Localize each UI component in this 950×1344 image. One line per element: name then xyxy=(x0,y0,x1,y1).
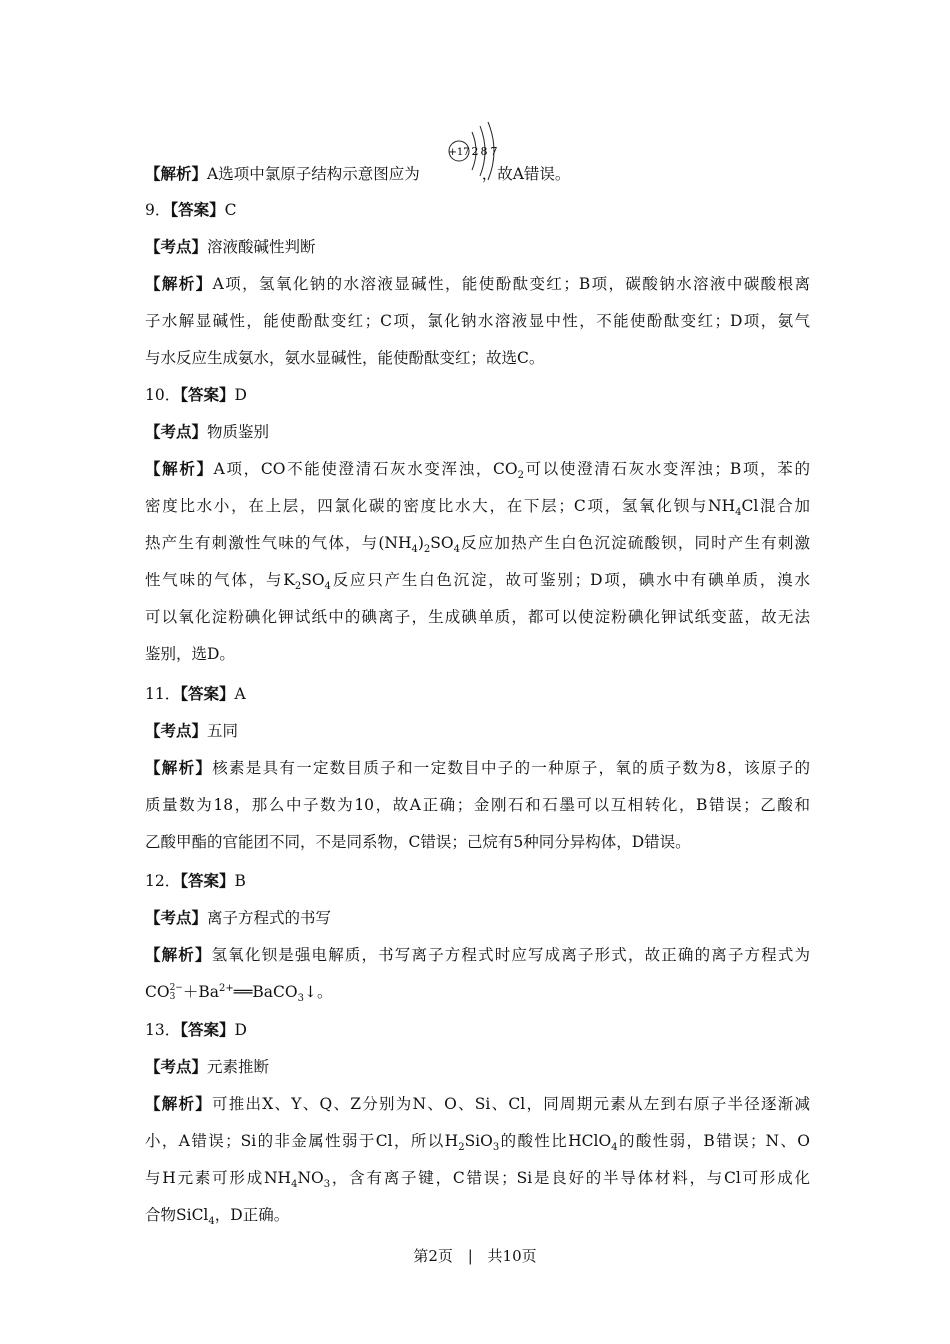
page-footer xyxy=(0,1245,950,1266)
q10-answer: 10．【答案】D xyxy=(145,385,247,404)
q10-explanation-line-4: 性气味的气体，与$K_2SO_4$反应只产生白色沉淀，故可鉴别；D项，碘水中有碘单质，溴水 xyxy=(145,571,810,593)
q13-topic: 【考点】元素推断 xyxy=(145,1057,270,1076)
q13-explanation-line-2: 小，A错误；Si的非金属性弱于Cl，所以$H_2SiO_3$的酸性比HClO$_4$的酸性弱，B错误；N、O xyxy=(145,1132,811,1154)
footer-separator: | xyxy=(467,1247,473,1265)
q9-explanation-line-3: 与水反应生成氨水，氨水显碱性，能使酚酞变红；故选C。 xyxy=(145,349,545,367)
q13-explanation-line-1: 【解析】可推出X、Y、Q、Z分别为N、O、Si、Cl，同周期元素从左到右原子半径逐渐减 xyxy=(145,1094,810,1113)
q8-explanation: 【解析】A选项中氯原子结构示意图应为 ，故A错误。 xyxy=(145,164,571,183)
q12-explanation-line-1: 【解析】氢氧化钡是强电解质，书写离子方程式时应写成离子形式，故正确的离子方程式为 xyxy=(145,945,810,964)
q9-answer: 9．【答案】C xyxy=(145,200,237,219)
q11-explanation-line-1: 【解析】核素是具有一定数目质子和一定数目中子的一种原子，氧的质子数为8，该原子的 xyxy=(145,758,810,777)
page-number: 第2页 xyxy=(413,1247,453,1265)
q10-explanation-line-5: 可以氧化淀粉碘化钾试纸中的碘离子，生成碘单质，都可以使淀粉碘化钾试纸变蓝，故无法 xyxy=(145,608,810,626)
page-total: 共10页 xyxy=(487,1247,537,1265)
q12-answer: 12．【答案】B xyxy=(145,871,246,890)
q9-explanation-line-1: 【解析】A项，氢氧化钠的水溶液显碱性，能使酚酞变红；B项，碳酸钠水溶液中碳酸根离 xyxy=(145,274,810,293)
q10-explanation-line-3: 热产生有刺激性气味的气体，与$(NH_4)_2SO_4$反应加热产生白色沉淀硫酸钡，同时产生有刺激 xyxy=(145,534,810,556)
chlorine-atom-structure-diagram xyxy=(448,118,502,182)
nucleus-charge: +17 xyxy=(448,147,470,158)
q10-explanation-line-2: 密度比水小，在上层，四氯化碳的密度比水大，在下层；C项，氢氧化钡与$NH_4Cl$混合加 xyxy=(145,497,810,519)
shell-electrons-3: 7 xyxy=(490,145,498,158)
q9-topic: 【考点】溶液酸碱性判断 xyxy=(145,237,316,256)
q13-answer: 13．【答案】D xyxy=(145,1020,247,1039)
shell-electrons-1: 2 xyxy=(471,145,479,158)
q10-explanation-line-1: 【解析】A项，CO不能使澄清石灰水变浑浊，$CO_2$可以使澄清石灰水变浑浊；B项，苯的 xyxy=(145,459,810,482)
q12-ionic-equation: CO 2− 3 $+Ba^{2+}══BaCO_3↓$。 xyxy=(145,982,333,1005)
q11-topic: 【考点】五同 xyxy=(145,721,239,740)
q10-topic: 【考点】物质鉴别 xyxy=(145,422,270,441)
q13-explanation-line-3: 与H元素可形成$NH_4NO_3$，含有离子键，C错误；Si是良好的半导体材料，与Cl可形成化 xyxy=(145,1169,810,1191)
explain-tag: 【解析】 xyxy=(145,164,208,183)
q11-explanation-line-2: 质量数为18，那么中子数为10，故A正确；金刚石和石墨可以互相转化，B错误；乙酸和 xyxy=(145,796,810,814)
q12-topic: 【考点】离子方程式的书写 xyxy=(145,908,332,927)
q13-explanation-line-4: 合物SiCl$_4$，D正确。 xyxy=(145,1206,290,1228)
q11-answer: 11．【答案】A xyxy=(145,684,246,703)
q10-explanation-line-6: 鉴别，选D。 xyxy=(145,645,235,663)
shell-electrons-2: 8 xyxy=(480,145,488,158)
q11-explanation-line-3: 乙酸甲酯的官能团不同，不是同系物，C错误；己烷有5种同分异构体，D错误。 xyxy=(145,833,691,851)
q9-explanation-line-2: 子水解显碱性，能使酚酞变红；C项，氯化钠水溶液显中性，不能使酚酞变红；D项，氨气 xyxy=(145,312,810,330)
